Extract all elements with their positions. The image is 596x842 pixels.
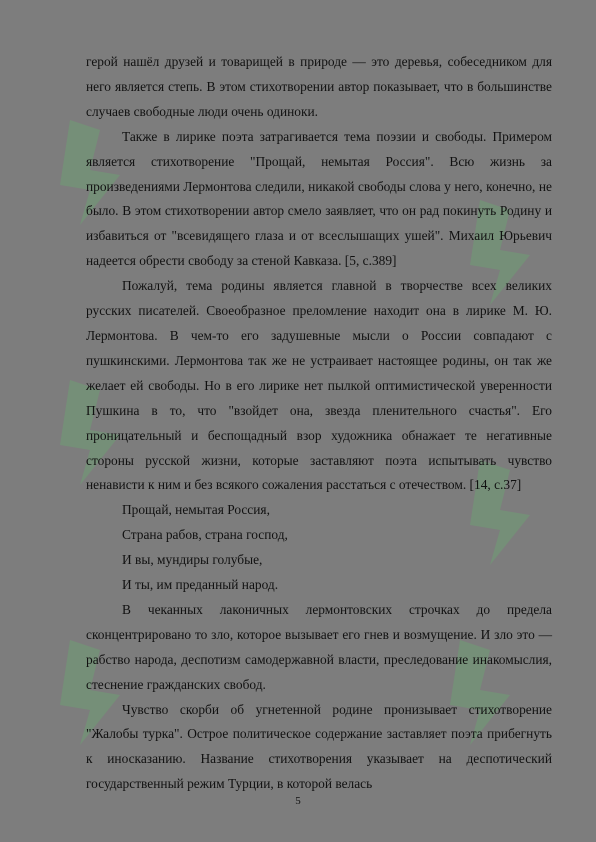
poem-line: Прощай, немытая Россия, xyxy=(122,502,270,518)
paragraph-3: Пожалуй, тема родины является главной в творчестве всех великих русских писателей. Своеобразное преломление находит она в лирике М. Ю. Лермонтова. В чем-то его задушевные мысли о России совпадают с пушкинскими. Лермонтова так же не устраивает настоящее родины, он так же желает ей свободы. Но в его лирике нет пылкой оптимистической уверенности Пушкина в то, что "взойдет она, звезда пленительного счастья". Его проницательный и беспощадный взор художника обнажает те негативные стороны русской жизни, которые заставляют поэта испытывать чувство ненависти к ним и без всякого сожаления расстаться с отечеством. [14, с.37] xyxy=(86,278,552,493)
paragraph-4: В чеканных лаконичных лермонтовских строчках до предела сконцентрировано то зло, которое вызывает его гнев и возмущение. И зло это — рабство народа, деспотизм самодержавной власти, преследование инакомыслия, стеснение гражданских свобод. xyxy=(86,601,552,692)
poem-line: И ты, им преданный народ. xyxy=(122,577,279,593)
poem-line: И вы, мундиры голубые, xyxy=(122,552,263,568)
page-number: 5 xyxy=(295,795,301,807)
document-body xyxy=(86,50,552,797)
poem-line: Страна рабов, страна господ, xyxy=(122,527,288,543)
paragraph-5: Чувство скорби об угнетенной родине пронизывает стихотворение "Жалобы турка". Острое политическое содержание заставляет поэта прибегнуть к иносказанию. Название стихотворения указывает на деспотический государственный режим Турции, в которой велась xyxy=(86,701,552,792)
paragraph-2: Также в лирике поэта затрагивается тема поэзии и свободы. Примером является стихотворение "Прощай, немытая Россия". Всю жизнь за произведениями Лермонтова следили, никакой свободы слова у него, конечно, не было. В этом стихотворении автор смело заявляет, что он рад покинуть Родину и избавиться от "всевидящего глаза и от всеслышащих ушей". Михаил Юрьевич надеется обрести свободу за стеной Кавказа. [5, с.389] xyxy=(86,128,552,269)
poem-quote xyxy=(86,498,552,598)
paragraph-1: герой нашёл друзей и товарищей в природе — это деревья, собеседником для него является степь. В этом стихотворении автор показывает, что в большинстве случаев свободные люди очень одиноки. xyxy=(86,54,552,119)
